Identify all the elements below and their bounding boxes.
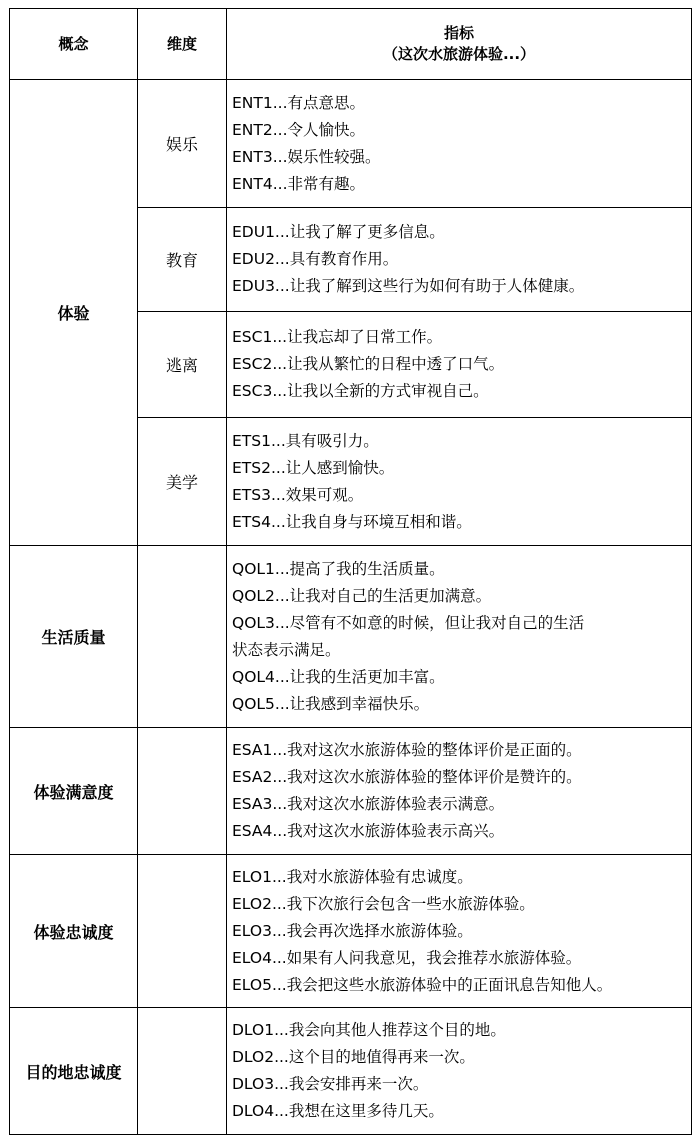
indicator-item: ETS3...效果可观。: [232, 485, 364, 504]
dimension-cell: 逃离: [138, 312, 227, 418]
indicator-item: ESC3...让我以全新的方式审视自己。: [232, 382, 489, 400]
indicator-cell: [227, 418, 692, 546]
concept-cell: 生活质量: [10, 546, 138, 728]
dimension-cell: 教育: [138, 208, 227, 312]
indicator-cell: [227, 1008, 692, 1135]
indicator-cell: [227, 312, 692, 418]
indicator-item: ELO5...我会把这些水旅游体验中的正面讯息告知他人。: [232, 975, 613, 994]
header-indicator-subtitle: （这次水旅游体验...）: [382, 45, 536, 63]
table-row: [10, 1008, 692, 1135]
header-concept: 概念: [10, 9, 138, 80]
indicator-item: DLO2...这个目的地值得再来一次。: [232, 1048, 475, 1066]
indicator-item: QOL3...尽管有不如意的时候，但让我对自己的生活状态表示满足。: [232, 613, 585, 659]
table-row: [10, 855, 692, 1008]
dimension-cell-empty: [138, 546, 227, 728]
indicator-item: ENT1...有点意思。: [232, 93, 365, 112]
indicator-item: EDU1...让我了解了更多信息。: [232, 223, 445, 241]
indicator-item: EDU2...具有教育作用。: [232, 250, 399, 268]
indicator-cell: [227, 728, 692, 855]
indicator-item: ELO2...我下次旅行会包含一些水旅游体验。: [232, 894, 535, 913]
indicator-item: DLO1...我会向其他人推荐这个目的地。: [232, 1021, 506, 1039]
dimension-cell: 美学: [138, 418, 227, 546]
indicator-cell: [227, 855, 692, 1008]
indicator-item: ELO3...我会再次选择水旅游体验。: [232, 921, 473, 940]
dimension-cell-empty: [138, 728, 227, 855]
indicator-item: ESC2...让我从繁忙的日程中透了口气。: [232, 355, 505, 373]
header-dimension: 维度: [138, 9, 227, 80]
table-row: [10, 546, 692, 728]
indicator-item: ENT3...娱乐性较强。: [232, 147, 381, 166]
concept-cell: 目的地忠诚度: [10, 1008, 138, 1135]
table-row: [10, 80, 692, 208]
header-indicator: [227, 9, 692, 80]
concept-cell: 体验满意度: [10, 728, 138, 855]
indicator-item: QOL5...让我感到幸福快乐。: [232, 694, 430, 713]
indicator-item: QOL4...让我的生活更加丰富。: [232, 667, 445, 686]
indicator-item: EDU3...让我了解到这些行为如何有助于人体健康。: [232, 277, 585, 295]
indicator-item: ETS2...让人感到愉快。: [232, 458, 395, 477]
indicator-item: ELO4...如果有人问我意见，我会推荐水旅游体验。: [232, 948, 582, 967]
dimension-cell: 娱乐: [138, 80, 227, 208]
indicator-cell: [227, 208, 692, 312]
measurement-table: [9, 8, 692, 1135]
indicator-item: ESC1...让我忘却了日常工作。: [232, 328, 443, 346]
indicator-item: ESA3...我对这次水旅游体验表示满意。: [232, 795, 505, 813]
indicator-item: ETS1...具有吸引力。: [232, 431, 379, 450]
indicator-item: ESA4...我对这次水旅游体验表示高兴。: [232, 822, 505, 840]
indicator-item: ENT4...非常有趣。: [232, 174, 365, 193]
indicator-item: ELO1...我对水旅游体验有忠诚度。: [232, 867, 473, 886]
table-row: [10, 728, 692, 855]
header-indicator-title: 指标: [443, 24, 474, 42]
indicator-item: ESA2...我对这次水旅游体验的整体评价是赞许的。: [232, 768, 582, 786]
dimension-cell-empty: [138, 1008, 227, 1135]
indicator-item: ETS4...让我自身与环境互相和谐。: [232, 512, 472, 531]
concept-cell: 体验忠诚度: [10, 855, 138, 1008]
indicator-item: DLO3...我会安排再来一次。: [232, 1075, 429, 1093]
indicator-item: QOL2...让我对自己的生活更加满意。: [232, 586, 492, 605]
indicator-item: ENT2...令人愉快。: [232, 120, 365, 139]
dimension-cell-empty: [138, 855, 227, 1008]
concept-cell: 体验: [10, 80, 138, 546]
indicator-cell: [227, 546, 692, 728]
indicator-item: QOL1...提高了我的生活质量。: [232, 559, 445, 578]
indicator-item: ESA1...我对这次水旅游体验的整体评价是正面的。: [232, 741, 582, 759]
indicator-item: DLO4...我想在这里多待几天。: [232, 1102, 444, 1120]
indicator-cell: [227, 80, 692, 208]
header-row: [10, 9, 692, 80]
